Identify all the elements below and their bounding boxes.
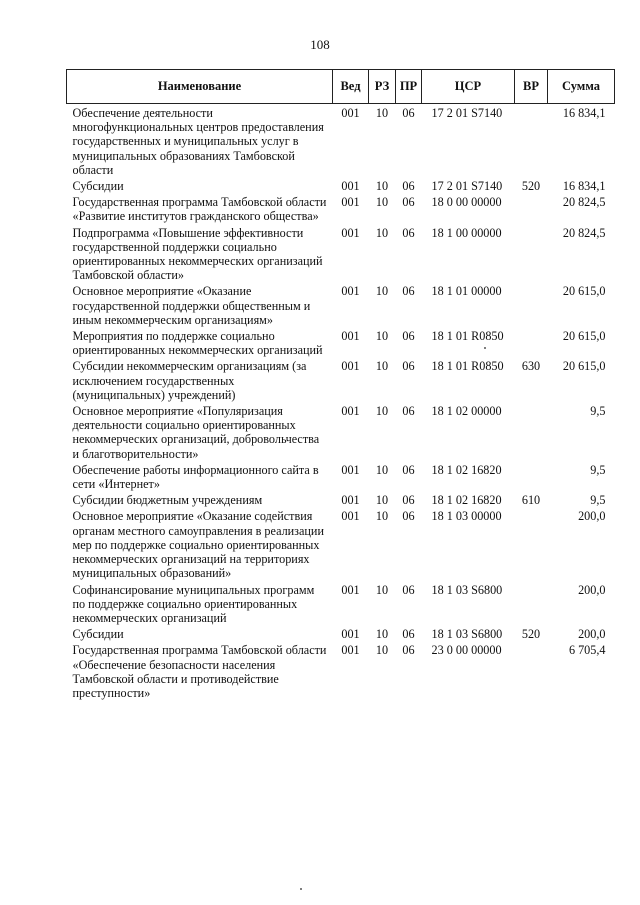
table-row <box>67 282 615 327</box>
cell-pr: 06 <box>402 329 415 344</box>
cell-sum: 20 824,5 <box>562 195 606 210</box>
cell-pr: 06 <box>402 106 415 120</box>
cell-sum: 200,0 <box>578 509 606 524</box>
cell-ved: 001 <box>341 404 360 419</box>
cell-rz: 10 <box>375 627 389 642</box>
cell-ved: 001 <box>341 106 360 120</box>
cell-name: Основное мероприятие «Оказание государственной поддержки общественным и иным некоммерческим организациям» <box>72 284 311 327</box>
cell-csr: 18 1 03 S6800 <box>431 627 503 642</box>
cell-ved: 001 <box>341 225 360 240</box>
budget-table <box>66 69 615 700</box>
table-row <box>67 177 615 193</box>
cell-sum: 20 615,0 <box>562 284 606 299</box>
cell-csr: 18 1 00 00000 <box>431 225 502 240</box>
cell-pr: 06 <box>402 195 415 210</box>
cell-sum: 20 615,0 <box>562 329 606 344</box>
cell-vr <box>515 104 548 178</box>
cell-pr: 06 <box>402 493 415 508</box>
cell-name: Субсидии бюджетным учреждениям <box>72 493 263 508</box>
cell-sum: 200,0 <box>578 627 606 642</box>
cell-name: Мероприятия по поддержке социально ориентированных некоммерческих организаций <box>72 329 323 358</box>
cell-pr: 06 <box>402 462 415 477</box>
cell-vr <box>515 224 548 283</box>
cell-ved: 001 <box>341 195 360 210</box>
cell-pr: 06 <box>402 509 415 524</box>
cell-csr: 18 1 02 16820 <box>431 462 502 477</box>
table-row <box>67 625 615 641</box>
cell-sum: 9,5 <box>590 404 606 419</box>
cell-rz: 10 <box>375 284 389 299</box>
cell-rz: 10 <box>375 329 389 344</box>
cell-pr: 06 <box>402 225 415 240</box>
table-row <box>67 461 615 491</box>
cell-csr: 18 1 02 16820 <box>431 493 502 508</box>
header-name: Наименование <box>67 70 333 104</box>
cell-rz: 10 <box>375 509 389 524</box>
cell-csr: 17 2 01 S7140 <box>431 106 503 120</box>
cell-vr <box>515 193 548 223</box>
cell-rz: 10 <box>375 582 389 597</box>
cell-csr: 18 1 01 R0850 <box>431 329 504 344</box>
table-row <box>67 641 615 700</box>
header-csr: ЦСР <box>422 70 515 104</box>
table-row <box>67 507 615 580</box>
cell-name: Основное мероприятие «Оказание содействия органам местного самоуправления в реализации мер по поддержке социально ориентированных некоммерческих организаций на территориях муниципальных образований» <box>72 509 324 581</box>
cell-name: Обеспечение деятельности многофункциональных центров предоставления государственных и муниципальных услуг в муниципальных образованиях Тамбовской области <box>72 106 324 177</box>
cell-csr: 18 1 02 00000 <box>431 404 502 419</box>
cell-pr: 06 <box>402 284 415 299</box>
cell-vr: 630 <box>521 359 541 374</box>
cell-name: Субсидии некоммерческим организациям (за исключением государственных (муниципальных) учреждений) <box>72 359 307 402</box>
cell-csr: 18 1 01 00000 <box>431 284 502 299</box>
cell-vr <box>515 327 548 357</box>
cell-ved: 001 <box>341 359 360 374</box>
cell-ved: 001 <box>341 582 360 597</box>
cell-rz: 10 <box>375 225 389 240</box>
cell-sum: 6 705,4 <box>568 643 606 658</box>
cell-rz: 10 <box>375 195 389 210</box>
cell-sum: 20 824,5 <box>562 225 606 240</box>
table-row <box>67 402 615 461</box>
table-row <box>67 357 615 402</box>
cell-rz: 10 <box>375 359 389 374</box>
cell-csr: 17 2 01 S7140 <box>431 179 503 194</box>
cell-ved: 001 <box>341 493 360 508</box>
cell-ved: 001 <box>341 627 360 642</box>
cell-name: Обеспечение работы информационного сайта в сети «Интернет» <box>72 462 319 492</box>
cell-pr: 06 <box>402 643 415 658</box>
cell-pr: 06 <box>402 359 415 374</box>
cell-vr <box>515 282 548 327</box>
cell-rz: 10 <box>375 462 389 477</box>
cell-csr: 18 1 03 00000 <box>431 509 502 524</box>
cell-csr: 18 1 03 S6800 <box>431 582 503 597</box>
cell-csr: 18 1 01 R0850 <box>431 359 504 374</box>
page-number: 108 <box>310 37 330 52</box>
cell-sum: 16 834,1 <box>562 179 606 194</box>
cell-pr: 06 <box>402 627 415 642</box>
cell-vr <box>515 641 548 700</box>
cell-vr <box>515 461 548 491</box>
cell-rz: 10 <box>375 643 389 658</box>
cell-name: Основное мероприятие «Популяризация деятельности социально ориентированных некоммерческих организаций, добровольчества и благотворительности» <box>72 404 320 461</box>
cell-ved: 001 <box>341 329 360 344</box>
cell-ved: 001 <box>341 179 360 194</box>
scan-speck <box>300 888 302 890</box>
cell-pr: 06 <box>402 179 415 194</box>
cell-sum: 9,5 <box>590 462 606 477</box>
table-row <box>67 327 615 357</box>
table-row <box>67 581 615 626</box>
cell-rz: 10 <box>375 179 389 194</box>
cell-csr: 23 0 00 00000 <box>431 643 502 658</box>
cell-vr <box>515 402 548 461</box>
header-vr: ВР <box>515 70 548 104</box>
cell-ved: 001 <box>341 284 360 299</box>
cell-ved: 001 <box>341 509 360 524</box>
cell-ved: 001 <box>341 462 360 477</box>
cell-rz: 10 <box>375 404 389 419</box>
cell-vr: 520 <box>521 179 541 194</box>
header-sum: Сумма <box>548 70 615 104</box>
cell-vr: 610 <box>521 493 541 508</box>
table-row <box>67 491 615 507</box>
cell-sum: 16 834,1 <box>562 106 606 120</box>
cell-rz: 10 <box>375 106 389 120</box>
cell-rz: 10 <box>375 493 389 508</box>
table-row <box>67 193 615 223</box>
cell-name: Софинансирование муниципальных программ по поддержке социально ориентированных некоммерческих организаций <box>72 582 315 625</box>
cell-sum: 9,5 <box>590 493 606 508</box>
cell-pr: 06 <box>402 404 415 419</box>
cell-name: Субсидии <box>72 179 124 194</box>
cell-vr <box>515 507 548 580</box>
cell-vr: 520 <box>521 627 541 642</box>
header-ved: Вед <box>333 70 369 104</box>
cell-pr: 06 <box>402 582 415 597</box>
cell-sum: 200,0 <box>578 582 606 597</box>
header-rz: РЗ <box>369 70 396 104</box>
table-header-row <box>67 70 615 104</box>
table-row <box>67 104 615 178</box>
cell-ved: 001 <box>341 643 360 658</box>
cell-name: Государственная программа Тамбовской области «Обеспечение безопасности населения Тамбовской области и противодействие преступности» <box>72 643 327 700</box>
header-pr: ПР <box>396 70 422 104</box>
cell-sum: 20 615,0 <box>562 359 606 374</box>
cell-name: Субсидии <box>72 627 124 642</box>
cell-name: Подпрограмма «Повышение эффективности государственной поддержки социально ориентированных некоммерческих организаций Тамбовской области» <box>72 225 323 283</box>
scan-speck <box>484 347 486 349</box>
cell-csr: 18 0 00 00000 <box>431 195 502 210</box>
cell-name: Государственная программа Тамбовской области «Развитие институтов гражданского общества» <box>72 195 327 224</box>
cell-vr <box>515 581 548 626</box>
table-row <box>67 224 615 283</box>
